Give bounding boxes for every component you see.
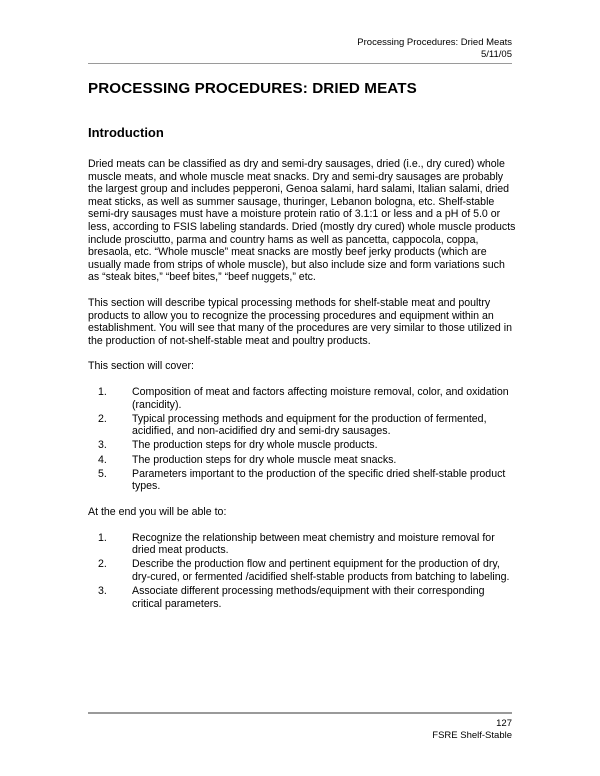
list-item-text: Typical processing methods and equipment for the production of fermented, acidified, and non-acidified dry and semi-dry sausages. bbox=[132, 412, 487, 438]
list-item-text: Associate different processing methods/equipment with their corresponding critical parameters. bbox=[132, 585, 485, 610]
list-item-text: The production steps for dry whole muscle products. bbox=[132, 439, 378, 452]
list-item-text: The production steps for dry whole muscle meat snacks. bbox=[132, 453, 397, 466]
document-title: PROCESSING PROCEDURES: DRIED MEATS bbox=[88, 80, 417, 97]
intro-paragraph-1: Dried meats can be classified as dry and semi-dry sausages, dried (i.e., dry cured) whole muscle meats, and whole muscle meat snacks. Dry and semi-dry sausages are probably the largest group and includes pepperoni, Genoa salami, hard salami, Italian salami, dried meat sticks, as well as summer sausage, thuringer, Lebanon bologna, etc. Shelf-stable semi-dry sausages must have a moisture protein ratio of 3.1:1 or less and a pH of 5.0 or less, according to FSIS labeling standards. Dried (mostly dry cured) whole muscle products include prosciutto, parma and country hams as well as pancetta, cappocola, coppa, bresaola, etc. “Whole muscle” meat snacks are mostly beef jerky products (which are usually made from strips of whole muscle), but also include size and form variations such as “steak bites,” “beef bites,” “beef nuggets,” etc. bbox=[88, 158, 516, 284]
list-item bbox=[88, 585, 516, 610]
list-item-number: 3. bbox=[98, 439, 107, 452]
list-item-text: Parameters important to the production of the specific dried shelf-stable product types. bbox=[132, 467, 506, 493]
page-header bbox=[357, 37, 512, 61]
header-date: 5/11/05 bbox=[481, 49, 512, 60]
header-title: Processing Procedures: Dried Meats bbox=[357, 37, 512, 48]
section-heading: Introduction bbox=[88, 125, 164, 140]
cover-list bbox=[88, 386, 516, 493]
header-divider bbox=[88, 63, 512, 64]
list-item-number: 3. bbox=[98, 585, 107, 598]
document-body bbox=[88, 80, 516, 623]
cover-intro: This section will cover: bbox=[88, 360, 194, 373]
page-number: 127 bbox=[496, 718, 512, 729]
footer-divider bbox=[88, 712, 512, 714]
list-item-number: 2. bbox=[98, 412, 107, 425]
list-item bbox=[88, 468, 516, 493]
list-item-text: Describe the production flow and pertinent equipment for the production of dry, dry-cured, or fermented /acidified shelf-stable products from batching to labeling. bbox=[132, 558, 510, 583]
intro-paragraph-2: This section will describe typical processing methods for shelf-stable meat and poultry products to allow you to recognize the processing procedures and equipment within an establishment. You will see that many of the procedures are very similar to those utilized in the production of not-shelf-stable meat and poultry products. bbox=[88, 296, 512, 347]
footer-document-name: FSRE Shelf-Stable bbox=[432, 730, 512, 741]
page-footer bbox=[432, 718, 512, 742]
list-item bbox=[88, 386, 516, 411]
list-item bbox=[88, 454, 516, 467]
list-item-number: 2. bbox=[98, 558, 107, 571]
list-item bbox=[88, 532, 516, 557]
list-item-text: Recognize the relationship between meat chemistry and moisture removal for dried meat products. bbox=[132, 531, 495, 557]
list-item-text: Composition of meat and factors affecting moisture removal, color, and oxidation (rancidity). bbox=[132, 385, 509, 411]
list-item-number: 4. bbox=[98, 453, 107, 466]
list-item bbox=[88, 558, 516, 583]
list-item-number: 1. bbox=[98, 385, 107, 398]
list-item-number: 5. bbox=[98, 467, 107, 480]
list-item-number: 1. bbox=[98, 531, 107, 544]
able-intro: At the end you will be able to: bbox=[88, 506, 227, 519]
able-list bbox=[88, 532, 516, 611]
list-item bbox=[88, 439, 516, 452]
list-item bbox=[88, 413, 516, 438]
